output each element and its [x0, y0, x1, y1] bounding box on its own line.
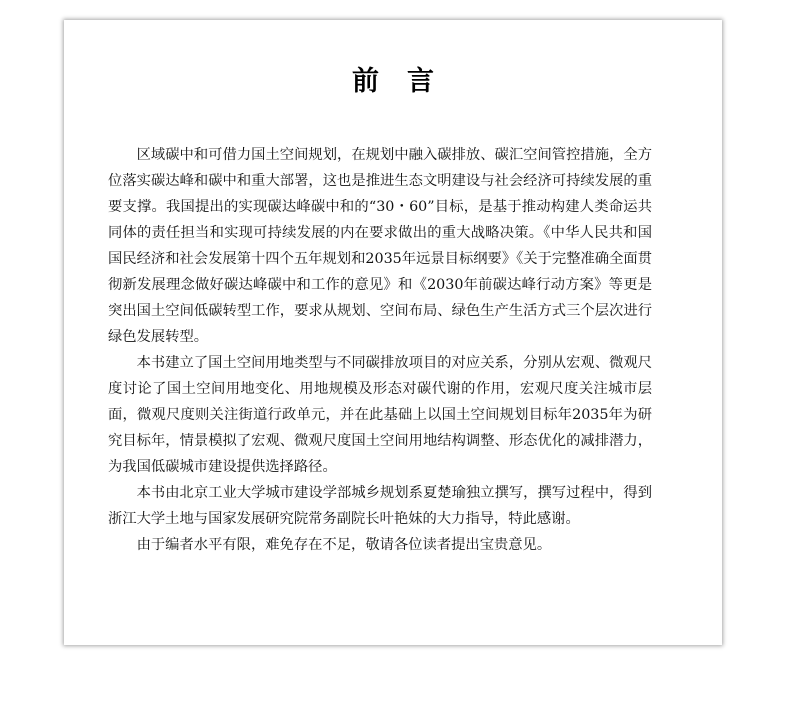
paragraph-4: 由于编者水平有限，难免存在不足，敬请各位读者提出宝贵意见。: [136, 537, 552, 553]
document-body: [108, 142, 652, 558]
paragraph-3: 本书由北京工业大学城市建设学部城乡规划系夏楚瑜独立撰写，撰写过程中，得到浙江大学土地与国家发展研究院常务副院长叶艳妹的大力指导，特此感谢。: [108, 485, 652, 527]
page-title: 前言: [352, 66, 462, 97]
paragraph-2: 本书建立了国土空间用地类型与不同碳排放项目的对应关系，分别从宏观、微观尺度讨论了国土空间用地变化、用地规模及形态对碳代谢的作用，宏观尺度关注城市层面，微观尺度则关注街道行政单元，并在此基础上以国土空间规划目标年2035年为研究目标年，情景模拟了宏观、微观尺度国土空间用地结构调整、形态优化的减排潜力，为我国低碳城市建设提供选择路径。: [108, 355, 652, 475]
paragraph-1: 区域碳中和可借力国土空间规划，在规划中融入碳排放、碳汇空间管控措施，全方位落实碳达峰和碳中和重大部署，这也是推进生态文明建设与社会经济可持续发展的重要支撑。我国提出的实现碳达峰碳中和的“30・60”目标，是基于推动构建人类命运共同体的责任担当和实现可持续发展的内在要求做出的重大战略决策。《中华人民共和国国民经济和社会发展第十四个五年规划和2035年远景目标纲要》《关于完整准确全面贯彻新发展理念做好碳达峰碳中和工作的意见》和《2030年前碳达峰行动方案》等更是突出国土空间低碳转型工作，要求从规划、空间布局、绿色生产生活方式三个层次进行绿色发展转型。: [108, 147, 652, 345]
document-page: [64, 20, 722, 645]
